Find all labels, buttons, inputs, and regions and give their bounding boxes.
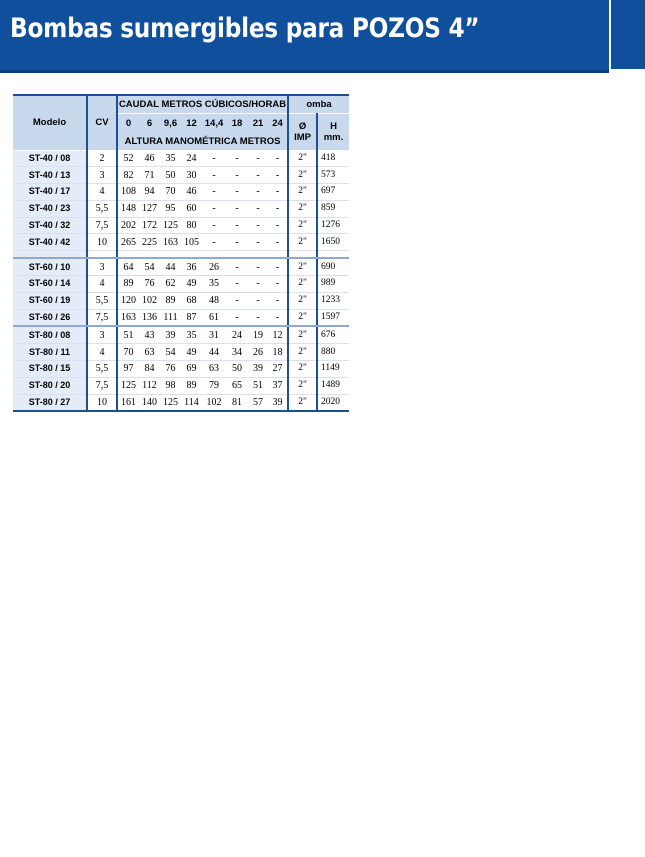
separator-cell (202, 251, 226, 259)
cell-head: 35 (202, 276, 226, 293)
cell-head: 63 (139, 344, 160, 361)
cell-head: 163 (117, 309, 139, 326)
cell-head: 98 (160, 377, 181, 394)
header-h-top: H (330, 121, 337, 132)
cell-modelo: ST-40 / 17 (13, 184, 87, 201)
cell-h: 1489 (317, 377, 349, 394)
cell-h: 697 (317, 184, 349, 201)
cell-modelo: ST-80 / 20 (13, 377, 87, 394)
cell-h: 859 (317, 200, 349, 217)
cell-h: 880 (317, 344, 349, 361)
cell-head: - (248, 258, 268, 275)
cell-head: 61 (202, 309, 226, 326)
pump-table (13, 94, 349, 412)
cell-head: 31 (202, 326, 226, 343)
cell-head: 82 (117, 167, 139, 184)
cell-modelo: ST-60 / 19 (13, 292, 87, 309)
cell-head: - (226, 276, 248, 293)
table-row (13, 394, 349, 411)
cell-cv: 7,5 (87, 309, 117, 326)
cell-head: 35 (181, 326, 202, 343)
table-row (13, 344, 349, 361)
header-imp-top: Ø (298, 121, 307, 132)
cell-head: 125 (117, 377, 139, 394)
cell-head: 148 (117, 200, 139, 217)
cell-head: 36 (181, 258, 202, 275)
cell-head: 89 (160, 292, 181, 309)
header-h (317, 114, 349, 151)
cell-head: 39 (248, 361, 268, 378)
table-row (13, 167, 349, 184)
cell-head: - (268, 200, 288, 217)
cell-head: 89 (181, 377, 202, 394)
cell-imp: 2" (288, 361, 317, 378)
cell-head: 54 (139, 258, 160, 275)
cell-head: 64 (117, 258, 139, 275)
cell-modelo: ST-40 / 23 (13, 200, 87, 217)
cell-head: - (268, 217, 288, 234)
cell-head: - (248, 217, 268, 234)
cell-head: - (202, 167, 226, 184)
cell-head: 37 (268, 377, 288, 394)
separator-cell (181, 251, 202, 259)
cell-head: 34 (226, 344, 248, 361)
cell-head: - (202, 200, 226, 217)
separator-cell (160, 251, 181, 259)
cell-modelo: ST-40 / 13 (13, 167, 87, 184)
cell-modelo: ST-80 / 08 (13, 326, 87, 343)
cell-modelo: ST-80 / 11 (13, 344, 87, 361)
cell-head: 24 (226, 326, 248, 343)
cell-head: - (226, 309, 248, 326)
cell-imp: 2" (288, 344, 317, 361)
cell-head: 63 (202, 361, 226, 378)
cell-head: 51 (117, 326, 139, 343)
cell-head: 26 (248, 344, 268, 361)
cell-h: 1650 (317, 234, 349, 251)
cell-head: 140 (139, 394, 160, 411)
cell-cv: 10 (87, 234, 117, 251)
header-flow-3: 12 (181, 114, 202, 133)
header-imp (288, 114, 317, 151)
cell-h: 690 (317, 258, 349, 275)
cell-head: - (226, 217, 248, 234)
cell-imp: 2" (288, 292, 317, 309)
table-row (13, 217, 349, 234)
cell-head: 39 (160, 326, 181, 343)
cell-head: 114 (181, 394, 202, 411)
table-body (13, 150, 349, 411)
cell-head: 202 (117, 217, 139, 234)
separator-cell (87, 251, 117, 259)
cell-h: 2020 (317, 394, 349, 411)
cell-head: - (268, 150, 288, 167)
cell-imp: 2" (288, 217, 317, 234)
table-row (13, 361, 349, 378)
cell-head: 18 (268, 344, 288, 361)
cell-modelo: ST-80 / 27 (13, 394, 87, 411)
cell-head: - (268, 167, 288, 184)
cell-modelo: ST-60 / 26 (13, 309, 87, 326)
cell-head: 57 (248, 394, 268, 411)
cell-imp: 2" (288, 184, 317, 201)
table-row (13, 184, 349, 201)
cell-head: 102 (139, 292, 160, 309)
cell-head: - (202, 234, 226, 251)
cell-imp: 2" (288, 167, 317, 184)
cell-head: 49 (181, 276, 202, 293)
cell-head: 265 (117, 234, 139, 251)
cell-modelo: ST-40 / 32 (13, 217, 87, 234)
cell-h: 1149 (317, 361, 349, 378)
cell-head: - (202, 184, 226, 201)
cell-head: 19 (248, 326, 268, 343)
cell-head: 108 (117, 184, 139, 201)
cell-head: 27 (268, 361, 288, 378)
header-flow-5: 18 (226, 114, 248, 133)
cell-head: 62 (160, 276, 181, 293)
cell-modelo: ST-60 / 14 (13, 276, 87, 293)
cell-cv: 2 (87, 150, 117, 167)
cell-head: 35 (160, 150, 181, 167)
cell-head: 71 (139, 167, 160, 184)
header-flow-4: 14,4 (202, 114, 226, 133)
cell-head: 24 (181, 150, 202, 167)
cell-head: 52 (117, 150, 139, 167)
table-row (13, 326, 349, 343)
cell-head: - (202, 150, 226, 167)
cell-head: - (226, 184, 248, 201)
table-row (13, 276, 349, 293)
cell-cv: 3 (87, 167, 117, 184)
cell-head: 120 (117, 292, 139, 309)
cell-head: - (248, 292, 268, 309)
cell-cv: 5,5 (87, 361, 117, 378)
cell-h: 573 (317, 167, 349, 184)
cell-head: 97 (117, 361, 139, 378)
cell-head: 43 (139, 326, 160, 343)
cell-head: 51 (248, 377, 268, 394)
cell-h: 1597 (317, 309, 349, 326)
cell-head: 44 (160, 258, 181, 275)
cell-imp: 2" (288, 309, 317, 326)
cell-cv: 10 (87, 394, 117, 411)
cell-head: 105 (181, 234, 202, 251)
cell-head: - (268, 184, 288, 201)
cell-head: 54 (160, 344, 181, 361)
cell-head: - (248, 276, 268, 293)
table-header (13, 95, 349, 150)
cell-head: 79 (202, 377, 226, 394)
cell-head: 49 (181, 344, 202, 361)
cell-h: 1276 (317, 217, 349, 234)
cell-head: 60 (181, 200, 202, 217)
cell-head: - (248, 184, 268, 201)
cell-head: 136 (139, 309, 160, 326)
cell-h: 1233 (317, 292, 349, 309)
cell-head: 95 (160, 200, 181, 217)
cell-head: 80 (181, 217, 202, 234)
cell-head: 70 (160, 184, 181, 201)
table-row (13, 377, 349, 394)
header-imp-bottom: IMP (294, 132, 311, 143)
cell-h: 418 (317, 150, 349, 167)
cell-cv: 4 (87, 276, 117, 293)
cell-head: - (248, 167, 268, 184)
cell-head: 81 (226, 394, 248, 411)
cell-head: 48 (202, 292, 226, 309)
page-title: Bombas sumergibles para POZOS 4” (10, 13, 480, 44)
cell-cv: 7,5 (87, 377, 117, 394)
cell-head: 94 (139, 184, 160, 201)
table-row (13, 200, 349, 217)
cell-cv: 5,5 (87, 200, 117, 217)
cell-head: 225 (139, 234, 160, 251)
cell-head: 127 (139, 200, 160, 217)
cell-head: 39 (268, 394, 288, 411)
cell-head: 50 (160, 167, 181, 184)
cell-head: 65 (226, 377, 248, 394)
cell-head: 125 (160, 394, 181, 411)
cell-head: - (226, 292, 248, 309)
cell-head: 12 (268, 326, 288, 343)
cell-imp: 2" (288, 377, 317, 394)
cell-head: - (248, 234, 268, 251)
cell-head: 89 (117, 276, 139, 293)
cell-head: 87 (181, 309, 202, 326)
cell-imp: 2" (288, 150, 317, 167)
header-altura: ALTURA MANOMÉTRICA METROS (117, 132, 288, 150)
cell-head: 44 (202, 344, 226, 361)
cell-head: - (226, 234, 248, 251)
cell-head: 68 (181, 292, 202, 309)
header-bomba: omba (288, 95, 349, 114)
header-flow-1: 6 (139, 114, 160, 133)
cell-head: 125 (160, 217, 181, 234)
cell-cv: 3 (87, 326, 117, 343)
cell-head: 76 (139, 276, 160, 293)
separator-cell (117, 251, 139, 259)
cell-head: 112 (139, 377, 160, 394)
cell-head: - (248, 150, 268, 167)
header-modelo: Modelo (13, 95, 87, 150)
separator-cell (226, 251, 248, 259)
cell-imp: 2" (288, 258, 317, 275)
group-separator (13, 251, 349, 259)
cell-head: 69 (181, 361, 202, 378)
cell-cv: 5,5 (87, 292, 117, 309)
cell-head: - (202, 217, 226, 234)
cell-head: 172 (139, 217, 160, 234)
cell-head: - (268, 258, 288, 275)
cell-head: 102 (202, 394, 226, 411)
cell-head: 111 (160, 309, 181, 326)
cell-cv: 3 (87, 258, 117, 275)
cell-head: 163 (160, 234, 181, 251)
cell-head: - (226, 167, 248, 184)
header-flow-6: 21 (248, 114, 268, 133)
separator-cell (268, 251, 288, 259)
cell-head: - (268, 292, 288, 309)
table-row (13, 292, 349, 309)
cell-cv: 7,5 (87, 217, 117, 234)
cell-imp: 2" (288, 234, 317, 251)
separator-cell (139, 251, 160, 259)
header-flow-0: 0 (117, 114, 139, 133)
cell-cv: 4 (87, 344, 117, 361)
separator-cell (13, 251, 87, 259)
cell-head: - (226, 258, 248, 275)
header-caudal: CAUDAL METROS CÚBICOS/HORAB (117, 95, 288, 114)
cell-head: 76 (160, 361, 181, 378)
header-flow-7: 24 (268, 114, 288, 133)
separator-cell (248, 251, 268, 259)
cell-head: - (226, 150, 248, 167)
cell-head: - (226, 200, 248, 217)
cell-cv: 4 (87, 184, 117, 201)
title-bar-edge (611, 0, 645, 69)
cell-modelo: ST-40 / 08 (13, 150, 87, 167)
pump-table-container (13, 94, 349, 412)
cell-h: 676 (317, 326, 349, 343)
cell-head: - (248, 200, 268, 217)
cell-head: 30 (181, 167, 202, 184)
header-h-bottom: mm. (323, 132, 344, 143)
cell-head: 50 (226, 361, 248, 378)
cell-head: 26 (202, 258, 226, 275)
cell-modelo: ST-80 / 15 (13, 361, 87, 378)
cell-modelo: ST-40 / 42 (13, 234, 87, 251)
cell-head: 70 (117, 344, 139, 361)
cell-imp: 2" (288, 394, 317, 411)
separator-cell (288, 251, 317, 259)
cell-head: - (268, 309, 288, 326)
cell-head: 84 (139, 361, 160, 378)
cell-imp: 2" (288, 200, 317, 217)
separator-cell (317, 251, 349, 259)
cell-head: - (248, 309, 268, 326)
title-bar (0, 0, 609, 73)
table-row (13, 234, 349, 251)
header-flow-2: 9,6 (160, 114, 181, 133)
header-cv: CV (87, 95, 117, 150)
cell-head: - (268, 276, 288, 293)
table-row (13, 309, 349, 326)
cell-imp: 2" (288, 326, 317, 343)
cell-h: 989 (317, 276, 349, 293)
table-row (13, 258, 349, 275)
cell-head: 46 (139, 150, 160, 167)
cell-imp: 2" (288, 276, 317, 293)
cell-head: - (268, 234, 288, 251)
cell-head: 161 (117, 394, 139, 411)
cell-modelo: ST-60 / 10 (13, 258, 87, 275)
table-row (13, 150, 349, 167)
cell-head: 46 (181, 184, 202, 201)
